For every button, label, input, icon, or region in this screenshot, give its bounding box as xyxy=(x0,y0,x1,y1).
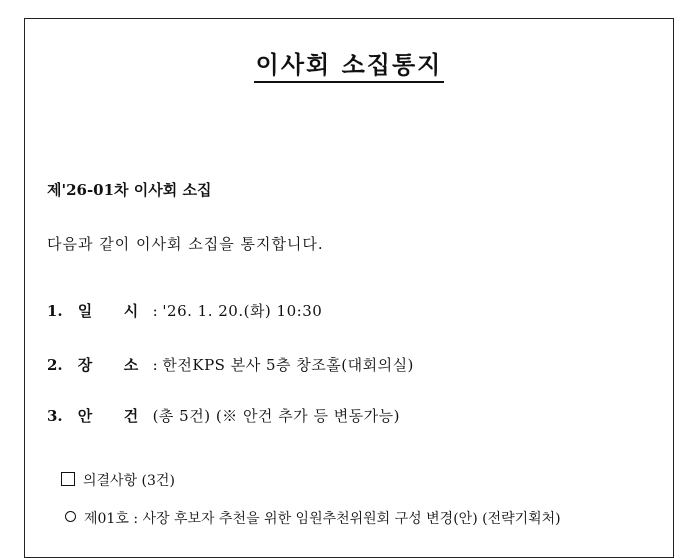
intro-text: 다음과 같이 이사회 소집을 통지합니다. xyxy=(47,235,324,253)
agenda-item xyxy=(65,508,561,528)
item-value: '26. 1. 20.(화) 10:30 xyxy=(162,302,323,320)
item-number: 3. xyxy=(47,407,63,425)
item-label: 안 건 xyxy=(77,407,139,425)
item-number: 2. xyxy=(47,356,63,374)
item-value: 한전KPS 본사 5층 창조홀(대회의실) xyxy=(162,356,414,374)
item-label: 장 소 xyxy=(77,356,139,374)
item-schedule xyxy=(47,300,322,321)
document-title: 이사회 소집통지 xyxy=(25,45,673,80)
meeting-heading: 제'26-01차 이사회 소집 xyxy=(47,181,212,199)
item-number: 1. xyxy=(47,302,63,320)
item-value: (총 5건) (※ 안건 추가 등 변동가능) xyxy=(152,407,401,425)
agenda-section-label: 의결사항 (3건) xyxy=(83,473,175,489)
agenda-item-text: 사장 후보자 추천을 위한 임원추천위원회 구성 변경(안) (전략기획처) xyxy=(142,511,561,527)
item-separator: : xyxy=(152,356,158,374)
item-label: 일 시 xyxy=(77,302,139,320)
notice-document xyxy=(24,18,674,558)
item-agenda xyxy=(47,405,400,426)
circle-bullet-icon xyxy=(65,511,76,522)
checkbox-square-icon xyxy=(61,472,75,486)
item-separator: : xyxy=(152,302,158,320)
agenda-item-number: 제01호 xyxy=(84,511,129,527)
agenda-section xyxy=(61,470,175,490)
agenda-item-separator: : xyxy=(133,511,139,527)
item-location xyxy=(47,354,414,375)
